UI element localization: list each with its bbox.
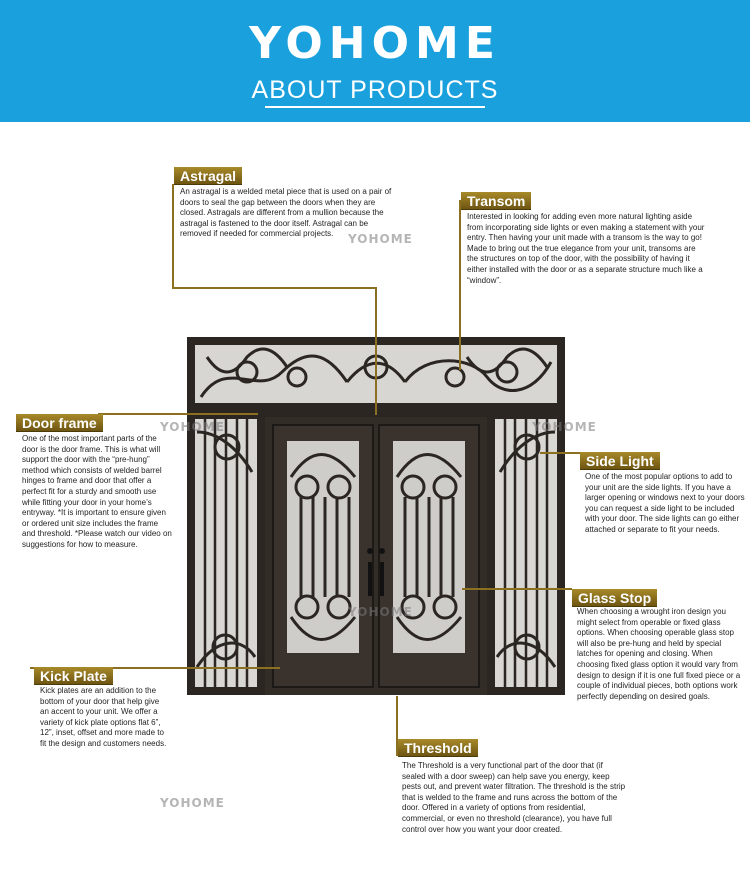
watermark-logo: YOHOME	[348, 232, 413, 246]
threshold-label: Threshold	[398, 739, 478, 757]
astragal-leader-v	[375, 287, 377, 415]
door-frame-leader	[98, 413, 258, 415]
transom-label: Transom	[461, 192, 531, 210]
kick-plate-description: Kick plates are an addition to the bottom of your door that help give an accent to your unit. We offer a variety of kick plate options flat 6”, 12”, inset, offset and more made to fit the design and customers needs.	[40, 686, 167, 748]
watermark-logo: YOHOME	[348, 605, 413, 619]
astragal-leader-h	[172, 287, 376, 289]
watermark-logo: YOHOME	[532, 420, 597, 434]
side-light-label: Side Light	[580, 452, 660, 470]
watermark-logo: YOHOME	[160, 796, 225, 810]
astragal-description: An astragal is a welded metal piece that is used on a pair of doors to seal the gap between the doors when they are closed. Astragals are different from a mullion because the astragal is fastened to the door itself. Astragal can be removed if needed for commercial projects.	[180, 187, 392, 239]
glass-stop-leader	[462, 588, 572, 590]
threshold-description: The Threshold is a very functional part of the door that (if sealed with a door sweep) can help save you energy, keep pests out, and prevent water filtration. The threshold is the strip that is welded to the frame and runs across the bottom of the door. Offered in a variety of options from residential, commercial, or even no threshold (clearance), you have full control over how you want your door created.	[402, 761, 626, 834]
subtitle-underline	[265, 106, 485, 108]
side-light-description: One of the most popular options to add to your unit are the side lights. If you have a larger opening or windows next to your doors you can request a side light to be included with your door. The side lights can go either attached or separate to fit your needs.	[585, 472, 745, 534]
astragal-label: Astragal	[174, 167, 242, 185]
transom-leader	[459, 200, 461, 370]
header-banner	[0, 0, 750, 122]
door-frame-label: Door frame	[16, 414, 103, 432]
page-subtitle: ABOUT PRODUCTS	[251, 76, 499, 104]
watermark-logo: YOHOME	[160, 420, 225, 434]
kick-plate-label: Kick Plate	[34, 667, 113, 685]
astragal-leader	[172, 184, 174, 288]
transom-description: Interested in looking for adding even more natural lighting aside from incorporating side lights or even making a statement with your entry. Then having your unit made with a transom is the way to go! Made to bring out the true elegance from your unit, transoms are the structures on top of the door, with the possibility of having it either installed with the door or as a separate structure much like a “window”.	[467, 212, 705, 285]
glass-stop-label: Glass Stop	[572, 589, 657, 607]
glass-stop-description: When choosing a wrought iron design you might select from operable or fixed glass options. When choosing operable glass stop will also be pre-hung and held by special latches for opening and closing. When choosing fixed glass option it would vary from design to design if it is one full fixed piece or a couple of individual pieces, both options work perfectly depending on desired goals.	[577, 607, 741, 701]
door-frame-description: One of the most important parts of the door is the door frame. This is what will support the door with the “pre-hung” method which consists of welded barrel hinges to frame and door that offer a perfect fit for a sturdy and smooth use while fitting your door in your home’s entryway. *It is important to ensure given or ordered unit size includes the frame and threshold. *Please watch our video on suggestions for how to measure.	[22, 434, 172, 549]
brand-logo-text: YOHOME	[249, 18, 501, 69]
